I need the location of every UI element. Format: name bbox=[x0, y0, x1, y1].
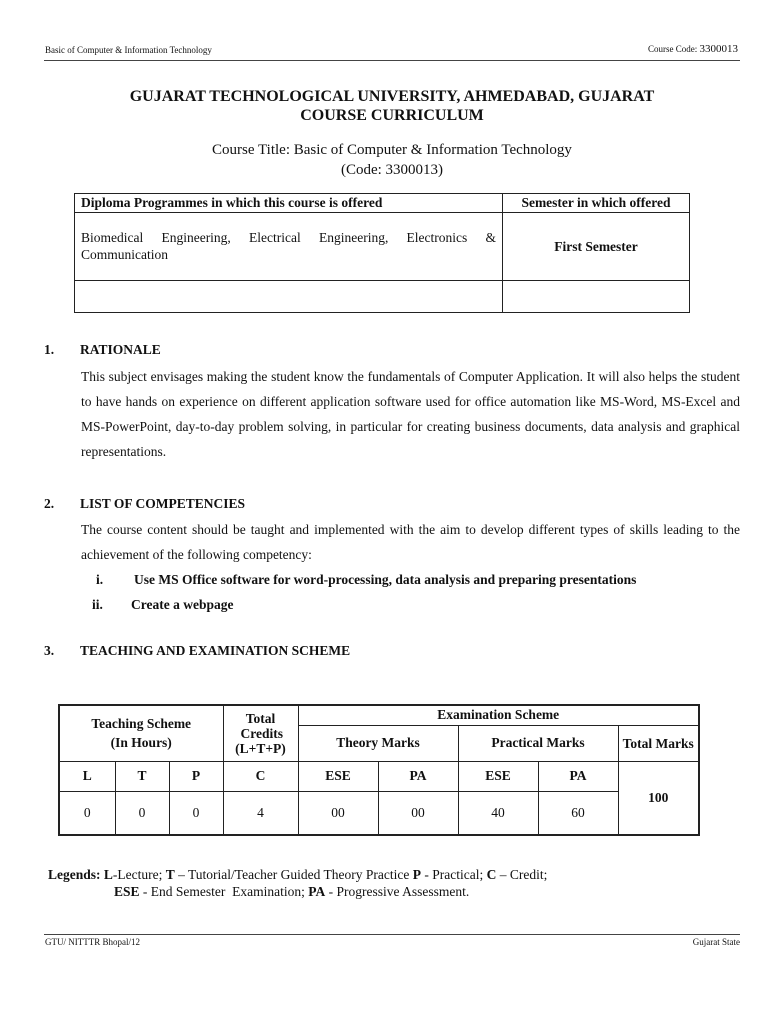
programmes-empty-cell bbox=[75, 281, 503, 313]
competency-2-number: ii. bbox=[92, 597, 103, 612]
total-credits-formula: (L+T+P) bbox=[235, 740, 286, 756]
competency-2-text: Create a webpage bbox=[131, 597, 234, 612]
legends-line-2 bbox=[114, 884, 469, 900]
total-credits-header bbox=[223, 705, 298, 761]
col-head-c: C bbox=[223, 761, 298, 791]
section-3-number: 3. bbox=[44, 643, 55, 658]
course-code: (Code: 3300013) bbox=[340, 162, 444, 178]
col-head-t: T bbox=[115, 761, 169, 791]
legend-l-key: L bbox=[103, 867, 113, 882]
section-2-title: LIST OF COMPETENCIES bbox=[80, 496, 246, 511]
value-practical-pa: 60 bbox=[538, 791, 618, 835]
theory-marks-header: Theory Marks bbox=[298, 725, 458, 761]
legend-ese-text: - End Semester Examination; bbox=[142, 884, 305, 899]
legend-ese-key: ESE bbox=[114, 884, 140, 899]
semester-empty-cell bbox=[503, 281, 690, 313]
value-p: 0 bbox=[169, 791, 223, 835]
legend-p-key: P bbox=[412, 867, 422, 882]
competency-1-number: i. bbox=[96, 572, 104, 587]
scheme-table bbox=[58, 704, 700, 836]
legend-c-key: C bbox=[486, 867, 497, 882]
section-2-number: 2. bbox=[44, 496, 55, 511]
footer-right: Gujarat State bbox=[692, 937, 740, 947]
value-c: 4 bbox=[223, 791, 298, 835]
legend-t-text: – Tutorial/Teacher Guided Theory Practice bbox=[178, 867, 410, 882]
footer-divider bbox=[44, 934, 740, 935]
col-head-l: L bbox=[59, 761, 115, 791]
legend-l-text: -Lecture; bbox=[112, 867, 163, 882]
header-code-label: Course Code: bbox=[648, 44, 698, 54]
total-credits-label: Total Credits bbox=[240, 710, 283, 741]
section-1-title: RATIONALE bbox=[80, 342, 161, 357]
header-divider bbox=[44, 60, 740, 61]
col-head-theory-pa: PA bbox=[378, 761, 458, 791]
header-course-code bbox=[648, 43, 738, 55]
curriculum-title: COURSE CURRICULUM bbox=[300, 107, 484, 124]
footer-left: GTU/ NITTTR Bhopal/12 bbox=[45, 937, 140, 947]
col-head-practical-pa: PA bbox=[538, 761, 618, 791]
col-head-practical-ese: ESE bbox=[458, 761, 538, 791]
header-course-name: Basic of Computer & Information Technology bbox=[45, 45, 212, 55]
teaching-scheme-hours: (In Hours) bbox=[110, 735, 172, 751]
section-3-title: TEACHING AND EXAMINATION SCHEME bbox=[80, 643, 351, 658]
value-theory-ese: 00 bbox=[298, 791, 378, 835]
programmes-table bbox=[74, 193, 690, 313]
legend-p-text: - Practical; bbox=[424, 867, 484, 882]
programmes-header: Diploma Programmes in which this course is offered bbox=[75, 194, 503, 213]
legends-line-1 bbox=[48, 867, 547, 883]
programmes-list: Biomedical Engineering, Electrical Engineering, Electronics & Communication bbox=[75, 213, 503, 281]
competencies-text: The course content should be taught and implemented with the aim to develop different types of skills leading to the achievement of the following competency: bbox=[81, 522, 740, 562]
value-practical-ese: 40 bbox=[458, 791, 538, 835]
legend-pa-key: PA bbox=[308, 884, 326, 899]
legend-t-key: T bbox=[165, 867, 175, 882]
value-l: 0 bbox=[59, 791, 115, 835]
competency-1-text: Use MS Office software for word-processing, data analysis and preparing presentations bbox=[134, 572, 637, 587]
legend-pa-text: - Progressive Assessment. bbox=[328, 884, 470, 899]
total-marks-header: Total Marks bbox=[618, 725, 699, 761]
examination-scheme-header: Examination Scheme bbox=[298, 705, 699, 725]
value-t: 0 bbox=[115, 791, 169, 835]
teaching-scheme-label: Teaching Scheme bbox=[91, 716, 192, 732]
semester-value: First Semester bbox=[503, 213, 690, 281]
col-head-theory-ese: ESE bbox=[298, 761, 378, 791]
legends-label: Legends: bbox=[48, 867, 101, 882]
total-marks-value: 100 bbox=[618, 761, 699, 835]
value-theory-pa: 00 bbox=[378, 791, 458, 835]
section-1-number: 1. bbox=[44, 342, 55, 357]
practical-marks-header: Practical Marks bbox=[458, 725, 618, 761]
university-title: GUJARAT TECHNOLOGICAL UNIVERSITY, AHMEDABAD, GUJARAT bbox=[129, 88, 655, 105]
teaching-scheme-header bbox=[59, 705, 223, 761]
semester-header: Semester in which offered bbox=[503, 194, 690, 213]
col-head-p: P bbox=[169, 761, 223, 791]
header-code-value: 3300013 bbox=[699, 43, 738, 55]
course-title: Course Title: Basic of Computer & Information Technology bbox=[212, 142, 572, 158]
legend-c-text: – Credit; bbox=[499, 867, 548, 882]
rationale-text: This subject envisages making the student know the fundamentals of Computer Application. It will also helps the student to have hands on experience on different application software used for office automation like MS-Word, MS-Excel and MS-PowerPoint, day-to-day problem solving, in particular for creating business documents, data analysis and graphical representations. bbox=[81, 369, 740, 459]
